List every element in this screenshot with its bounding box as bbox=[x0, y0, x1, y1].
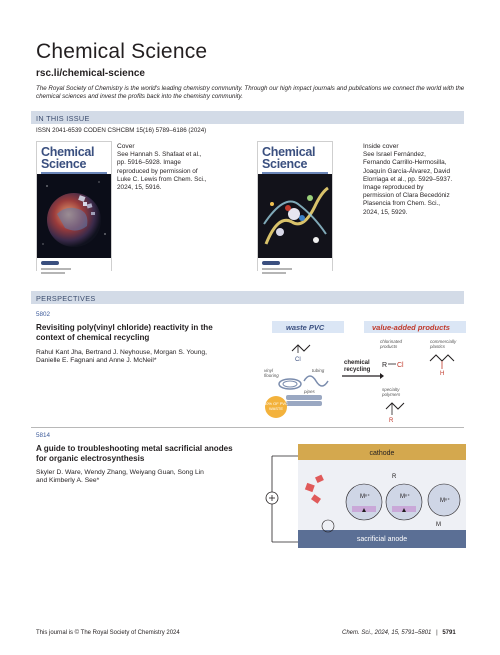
pipes-icon bbox=[286, 395, 322, 400]
svg-text:Cl: Cl bbox=[397, 362, 404, 369]
cover-caption-line: pp. 5916–5928. Image bbox=[117, 159, 181, 167]
article-authors-line: Skyler D. Ware, Wendy Zhang, Weiyang Guan, Song Lin bbox=[36, 469, 204, 476]
value-added-label: value-added products bbox=[372, 323, 450, 332]
cover-caption-line: reproduced by permission of bbox=[117, 167, 198, 175]
inside-cover-caption-line: Elorriaga et al., pp. 5929–5937. bbox=[363, 175, 453, 183]
footer-separator: | bbox=[436, 630, 438, 636]
in-this-issue-band: IN THIS ISSUE bbox=[31, 111, 464, 124]
svg-text:Mⁿ⁺: Mⁿ⁺ bbox=[400, 494, 411, 500]
pipes-label: pipes bbox=[304, 389, 315, 394]
pvc-cl: Cl bbox=[295, 357, 301, 363]
cover-caption-line: Luke C. Lewis from Chem. Sci., bbox=[117, 175, 207, 183]
journal-url[interactable]: rsc.li/chemical-science bbox=[36, 68, 145, 79]
inside-cover-caption-line: Fernando Carrillo-Hermosilla, bbox=[363, 159, 447, 167]
inside-cover-brand-line2: Science bbox=[262, 157, 308, 171]
inside-cover-caption-line: 2024, 15, 5929. bbox=[363, 208, 408, 216]
cover-caption-line: 2024, 15, 5916. bbox=[117, 184, 162, 192]
article-authors bbox=[36, 349, 266, 366]
mn-label: Mⁿ⁺ bbox=[360, 494, 371, 500]
article-title-line: A guide to troubleshooting metal sacrificial anodes bbox=[36, 444, 233, 453]
inside-cover-footer bbox=[258, 258, 332, 280]
svg-text:polymers: polymers bbox=[382, 392, 401, 397]
journal-title: Chemical Science bbox=[36, 40, 208, 63]
cover-footer bbox=[37, 258, 111, 280]
article-divider bbox=[31, 427, 464, 428]
inside-cover-caption-line: See Israel Fernández, bbox=[363, 151, 426, 159]
pvc-toc-graphic bbox=[262, 321, 472, 423]
svg-text:flooring: flooring bbox=[264, 373, 279, 378]
tubing-icon bbox=[304, 376, 328, 386]
footer-journal-ref: Chem. Sci., 2024, 15, 5791–5801 bbox=[342, 630, 432, 636]
cover-caption-line: See Hannah S. Shafaat et al., bbox=[117, 151, 202, 159]
cover-caption-heading: Cover bbox=[117, 143, 135, 150]
plastic-structure bbox=[430, 355, 454, 361]
footer-citation bbox=[342, 630, 456, 636]
article-page-number[interactable]: 5814 bbox=[36, 432, 51, 439]
footer-page-number: 5791 bbox=[442, 630, 456, 636]
article-title-line: for organic electrosynthesis bbox=[36, 453, 145, 463]
cover-brand-line2: Science bbox=[41, 157, 87, 171]
m-label: M bbox=[436, 522, 441, 528]
zoom-circle-left bbox=[346, 484, 382, 520]
article-title-line: Revisiting poly(vinyl chloride) reactivity in the bbox=[36, 323, 213, 332]
svg-text:products: products bbox=[380, 344, 398, 349]
cover-image bbox=[37, 174, 111, 258]
footer-copyright: This journal is © The Royal Society of Chemistry 2024 bbox=[36, 630, 180, 636]
cover-caption bbox=[117, 143, 242, 192]
inside-cover-image bbox=[258, 174, 332, 258]
inside-cover-caption-line: permission of Clara Becedóniz bbox=[363, 192, 450, 200]
svg-text:R: R bbox=[389, 418, 394, 423]
article-authors-line: Rahul Kant Jha, Bertrand J. Neyhouse, Morgan S. Young, bbox=[36, 349, 208, 356]
arrow-label-1: chemical bbox=[344, 360, 370, 366]
tubing-label: tubing bbox=[312, 368, 325, 373]
waste-pvc-label: waste PVC bbox=[286, 323, 325, 332]
inside-cover-caption bbox=[363, 143, 473, 217]
inside-cover-thumbnail[interactable] bbox=[257, 141, 333, 271]
inside-cover-brand-line1: Chemical bbox=[262, 145, 316, 159]
journal-blurb: The Royal Society of Chemistry is the world's leading chemistry community. Through our high impact journals and publications we connect the world with the chemical sciences and invest the profits back into the chemistry community. bbox=[36, 85, 465, 100]
article-authors-line: Danielle E. Fagnani and Anne J. McNeil* bbox=[36, 357, 157, 365]
r-radical-label: R bbox=[392, 474, 397, 480]
cover-brand-line1: Chemical bbox=[41, 145, 95, 159]
pvc-structure bbox=[292, 345, 310, 351]
svg-text:H: H bbox=[440, 371, 445, 377]
inside-cover-caption-heading: Inside cover bbox=[363, 143, 399, 150]
article-authors-line: and Kimberly A. See* bbox=[36, 477, 100, 485]
zoom-circle-middle bbox=[386, 484, 422, 520]
article-page-number[interactable]: 5802 bbox=[36, 311, 51, 318]
mn-label-right: Mⁿ⁺ bbox=[440, 498, 451, 504]
svg-text:plastics: plastics bbox=[430, 344, 446, 349]
commercial-label: commercially bbox=[430, 339, 457, 344]
svg-text:40% OF PVC: 40% OF PVC bbox=[263, 401, 289, 406]
perspectives-band: PERSPECTIVES bbox=[31, 291, 464, 304]
article-title-line: context of chemical recycling bbox=[36, 332, 150, 342]
inside-cover-caption-line: Joaquín García-Álvarez, David bbox=[363, 167, 451, 175]
r-cl-structure: R bbox=[382, 362, 388, 369]
inside-cover-caption-line: Image reproduced by bbox=[363, 184, 424, 192]
article-title[interactable] bbox=[36, 444, 266, 463]
vinyl-flooring-label: vinyl bbox=[264, 368, 274, 373]
anode-toc-graphic bbox=[264, 440, 472, 552]
arrow-label-2: recycling bbox=[344, 367, 371, 373]
cover-thumbnail[interactable] bbox=[36, 141, 112, 271]
article-authors bbox=[36, 469, 266, 486]
polymer-structure bbox=[386, 403, 404, 409]
cathode-label: cathode bbox=[369, 450, 395, 457]
issn-line: ISSN 2041-6539 CODEN CSHCBM 15(16) 5789–6186 (2024) bbox=[36, 127, 207, 134]
svg-text:WASTE: WASTE bbox=[268, 406, 284, 411]
anode-label: sacrificial anode bbox=[356, 536, 408, 543]
article-title[interactable] bbox=[36, 323, 266, 342]
inside-cover-caption-line: Plasencia from Chem. Sci., bbox=[363, 200, 441, 208]
chlorinated-label: chlorinated bbox=[380, 339, 403, 344]
specialty-label: specialty bbox=[382, 387, 400, 392]
